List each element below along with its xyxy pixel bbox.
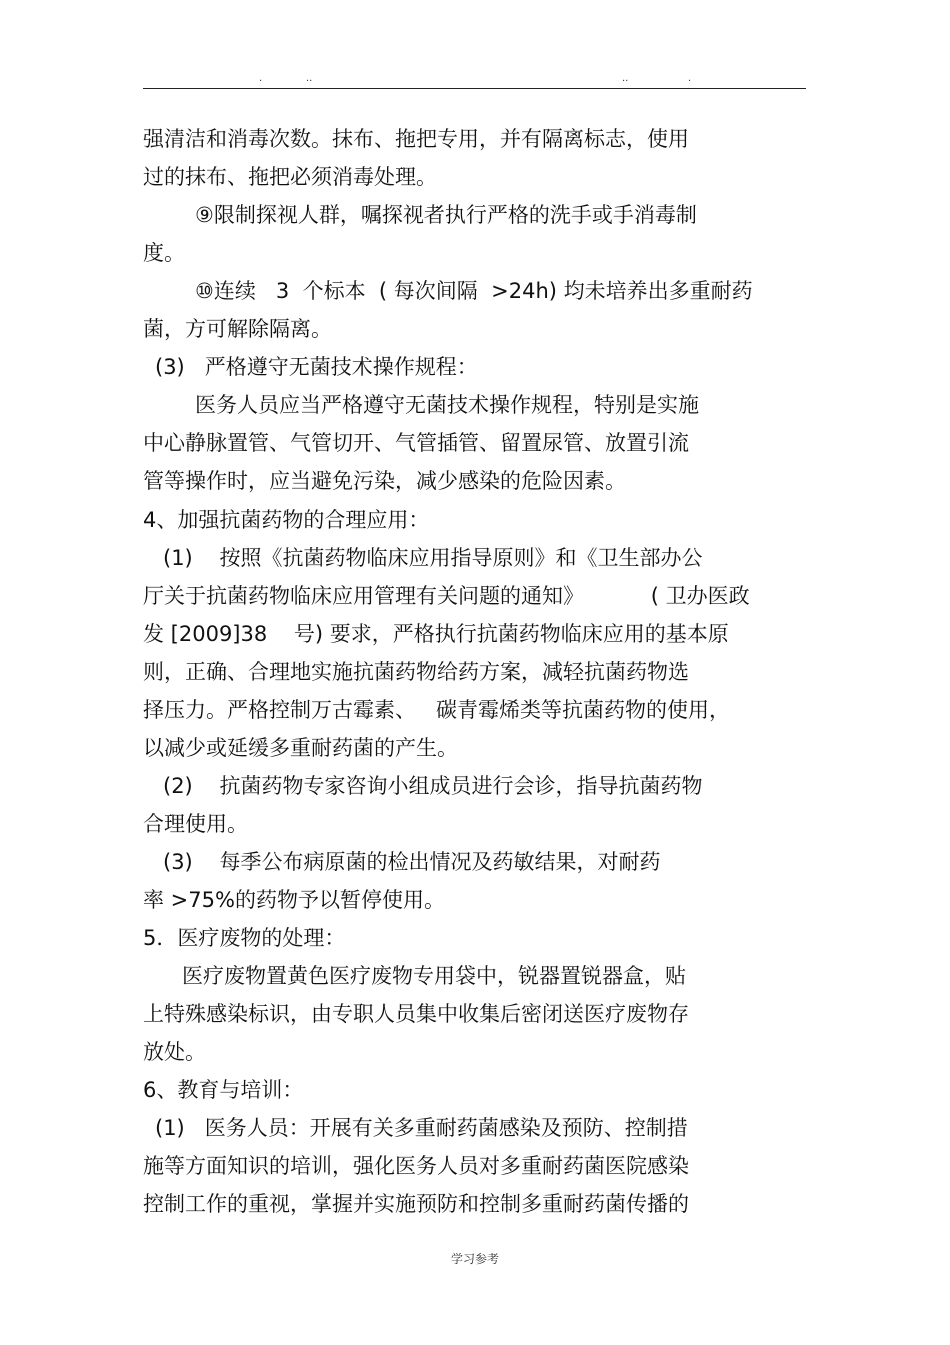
- section-heading: (3) 严格遵守无菌技术操作规程：: [155, 355, 478, 379]
- text-line: ⑩连续 3 个标本 ( 每次间隔 >24h) 均未培养出多重耐药: [195, 279, 753, 303]
- header-dot: .: [688, 73, 692, 84]
- text-line: 上特殊感染标识，由专职人员集中收集后密闭送医疗废物存: [143, 1002, 689, 1026]
- text-line: (1) 按照《抗菌药物临床应用指导原则》和《卫生部办公: [163, 546, 703, 570]
- text-line: 中心静脉置管、气管切开、气管插管、留置尿管、放置引流: [143, 431, 689, 455]
- text-line: ⑨限制探视人群，嘱探视者执行严格的洗手或手消毒制: [195, 203, 697, 227]
- section-heading: 6、教育与培训：: [143, 1078, 304, 1102]
- text-line: 择压力。严格控制万古霉素、 碳青霉烯类等抗菌药物的使用，: [143, 698, 731, 722]
- text-line: (2) 抗菌药物专家咨询小组成员进行会诊，指导抗菌药物: [163, 774, 703, 798]
- text-line: 以减少或延缓多重耐药菌的产生。: [143, 736, 458, 760]
- text-line: 控制工作的重视，掌握并实施预防和控制多重耐药菌传播的: [143, 1192, 689, 1216]
- text-line: 放处。: [143, 1040, 206, 1064]
- text-line: 管等操作时，应当避免污染，减少感染的危险因素。: [143, 469, 626, 493]
- text-line: 强清洁和消毒次数。抹布、拖把专用，并有隔离标志，使用: [143, 127, 689, 151]
- text-line: 率 >75%的药物予以暂停使用。: [143, 888, 445, 912]
- text-line: 合理使用。: [143, 812, 248, 836]
- header-dot: ..: [622, 73, 629, 84]
- text-line: 厅关于抗菌药物临床应用管理有关问题的通知》 ( 卫办医政: [143, 584, 750, 608]
- section-heading: 4、加强抗菌药物的合理应用：: [143, 508, 430, 532]
- text-line: 则，正确、合理地实施抗菌药物给药方案，减轻抗菌药物选: [143, 660, 689, 684]
- text-line: 医疗废物置黄色医疗废物专用袋中，锐器置锐器盒，贴: [182, 964, 686, 988]
- text-line: 过的抹布、拖把必须消毒处理。: [143, 165, 437, 189]
- header-dot: ..: [306, 73, 313, 84]
- section-heading: 5．医疗废物的处理：: [143, 926, 346, 950]
- text-line: 菌，方可解除隔离。: [143, 317, 332, 341]
- text-line: (3) 每季公布病原菌的检出情况及药敏结果，对耐药: [163, 850, 661, 874]
- footer-label: 学习参考: [450, 1252, 499, 1266]
- header-dot: .: [259, 73, 263, 84]
- text-line: 度。: [143, 241, 185, 265]
- text-line: 医务人员应当严格遵守无菌技术操作规程，特别是实施: [195, 393, 699, 417]
- header-rule: [143, 88, 806, 89]
- text-line: (1) 医务人员：开展有关多重耐药菌感染及预防、控制措: [155, 1116, 688, 1140]
- text-line: 发 [2009]38 号) 要求，严格执行抗菌药物临床应用的基本原: [143, 622, 729, 646]
- text-line: 施等方面知识的培训，强化医务人员对多重耐药菌医院感染: [143, 1154, 689, 1178]
